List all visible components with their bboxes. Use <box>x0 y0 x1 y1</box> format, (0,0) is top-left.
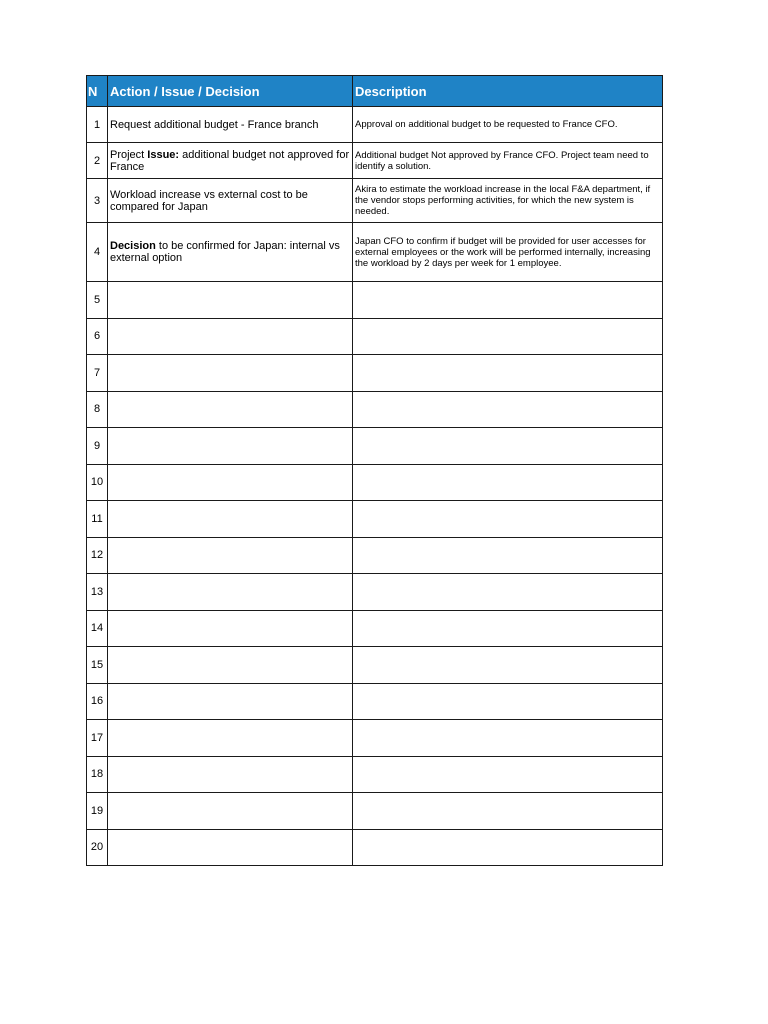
table-row <box>87 537 663 574</box>
action-cell[interactable] <box>108 428 353 465</box>
action-cell[interactable] <box>108 756 353 793</box>
table-row <box>87 756 663 793</box>
action-cell[interactable] <box>108 223 353 282</box>
action-log-sheet <box>86 75 662 866</box>
description-cell[interactable] <box>353 501 663 538</box>
description-cell[interactable] <box>353 647 663 684</box>
row-number-cell[interactable]: 14 <box>87 610 108 647</box>
table-row <box>87 223 663 282</box>
row-number-cell[interactable]: 6 <box>87 318 108 355</box>
action-cell[interactable] <box>108 355 353 392</box>
row-number-cell[interactable]: 10 <box>87 464 108 501</box>
action-text: Request additional budget - France branch <box>110 118 319 131</box>
description-cell[interactable]: Japan CFO to confirm if budget will be provided for user accesses for external employees or the work will be performed internally, increasing the workload by 2 days per week for 1 employee. <box>353 223 663 282</box>
table-row <box>87 107 663 143</box>
table-row <box>87 829 663 866</box>
action-cell[interactable] <box>108 318 353 355</box>
action-text: additional budget not approved for France <box>110 148 350 173</box>
table-row <box>87 318 663 355</box>
description-cell[interactable] <box>353 574 663 611</box>
description-cell[interactable] <box>353 793 663 830</box>
row-number-cell[interactable]: 4 <box>87 223 108 282</box>
description-cell[interactable] <box>353 756 663 793</box>
action-cell[interactable] <box>108 829 353 866</box>
action-prefix-text: Project <box>110 148 148 161</box>
action-keyword: Issue: <box>147 148 180 161</box>
description-cell[interactable] <box>353 683 663 720</box>
row-number-cell[interactable]: 9 <box>87 428 108 465</box>
table-row <box>87 179 663 223</box>
table-row <box>87 428 663 465</box>
row-number-cell[interactable]: 7 <box>87 355 108 392</box>
row-number-cell[interactable]: 18 <box>87 756 108 793</box>
table-row <box>87 282 663 319</box>
description-cell[interactable]: Additional budget Not approved by France CFO. Project team need to identify a solution. <box>353 143 663 179</box>
description-cell[interactable]: Approval on additional budget to be requested to France CFO. <box>353 107 663 143</box>
action-cell[interactable] <box>108 107 353 143</box>
description-cell[interactable] <box>353 355 663 392</box>
row-number-cell[interactable]: 11 <box>87 501 108 538</box>
description-cell[interactable] <box>353 610 663 647</box>
column-header-description: Description <box>353 76 663 107</box>
table-row <box>87 464 663 501</box>
description-cell[interactable] <box>353 282 663 319</box>
action-cell[interactable] <box>108 464 353 501</box>
table-row <box>87 143 663 179</box>
action-cell[interactable] <box>108 282 353 319</box>
row-number-cell[interactable]: 13 <box>87 574 108 611</box>
action-cell[interactable] <box>108 793 353 830</box>
action-cell[interactable] <box>108 574 353 611</box>
row-number-cell[interactable]: 1 <box>87 107 108 143</box>
description-cell[interactable] <box>353 829 663 866</box>
action-cell[interactable] <box>108 610 353 647</box>
action-cell[interactable] <box>108 501 353 538</box>
row-number-cell[interactable]: 20 <box>87 829 108 866</box>
action-cell[interactable] <box>108 683 353 720</box>
description-cell[interactable] <box>353 720 663 757</box>
row-number-cell[interactable]: 8 <box>87 391 108 428</box>
description-cell[interactable]: Akira to estimate the workload increase in the local F&A department, if the vendor stops performing activities, for which the new system is needed. <box>353 179 663 223</box>
action-log-table <box>86 75 663 866</box>
action-cell[interactable] <box>108 143 353 179</box>
description-cell[interactable] <box>353 537 663 574</box>
row-number-cell[interactable]: 5 <box>87 282 108 319</box>
table-row <box>87 574 663 611</box>
header-row <box>87 76 663 107</box>
table-row <box>87 647 663 684</box>
description-cell[interactable] <box>353 428 663 465</box>
row-number-cell[interactable]: 2 <box>87 143 108 179</box>
action-cell[interactable] <box>108 179 353 223</box>
description-cell[interactable] <box>353 464 663 501</box>
row-number-cell[interactable]: 15 <box>87 647 108 684</box>
action-text: Workload increase vs external cost to be compared for Japan <box>110 188 308 213</box>
row-number-cell[interactable]: 12 <box>87 537 108 574</box>
row-number-cell[interactable]: 19 <box>87 793 108 830</box>
action-cell[interactable] <box>108 647 353 684</box>
row-number-cell[interactable]: 17 <box>87 720 108 757</box>
table-row <box>87 501 663 538</box>
table-body <box>87 107 663 866</box>
action-cell[interactable] <box>108 720 353 757</box>
table-row <box>87 683 663 720</box>
table-row <box>87 391 663 428</box>
action-text: to be confirmed for Japan: internal vs external option <box>110 240 340 264</box>
table-row <box>87 610 663 647</box>
action-cell[interactable] <box>108 537 353 574</box>
table-row <box>87 720 663 757</box>
column-header-action: Action / Issue / Decision <box>108 76 353 107</box>
action-cell[interactable] <box>108 391 353 428</box>
description-cell[interactable] <box>353 391 663 428</box>
row-number-cell[interactable]: 16 <box>87 683 108 720</box>
description-cell[interactable] <box>353 318 663 355</box>
table-row <box>87 793 663 830</box>
table-row <box>87 355 663 392</box>
action-keyword: Decision <box>110 240 156 252</box>
column-header-number: N <box>87 76 108 107</box>
row-number-cell[interactable]: 3 <box>87 179 108 223</box>
